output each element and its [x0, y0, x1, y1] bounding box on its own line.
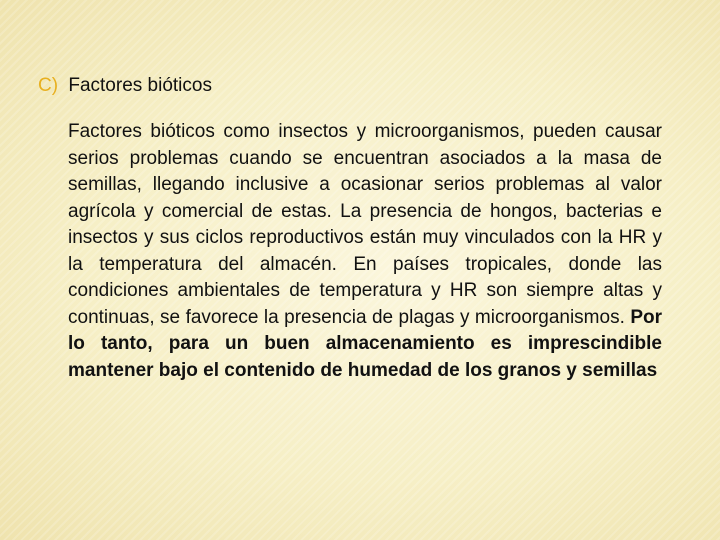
paragraph-text: Factores bióticos como insectos y microorganismos, pueden causar serios problemas cuando se encuentran asociados a la masa de semillas, llegando inclusive a ocasionar serios problemas al valor agrícola y comercial de estas. La presencia de hongos, bacterias e insectos y sus ciclos reproductivos están muy vinculados con la HR y la temperatura del almacén. En países tropicales, donde las condiciones ambientales de temperatura y HR son siempre altas y continuas, se favorece la presencia de plagas y microorganismos. [68, 121, 662, 328]
paragraph-emphasis: Por lo tanto, para un buen almacenamiento es imprescindible mantener bajo el contenido de humedad de los granos y semillas [68, 306, 662, 381]
section-heading [38, 74, 212, 98]
section-title: Factores bióticos [68, 75, 212, 96]
section-marker: C) [38, 75, 59, 96]
body-paragraph [68, 119, 662, 384]
